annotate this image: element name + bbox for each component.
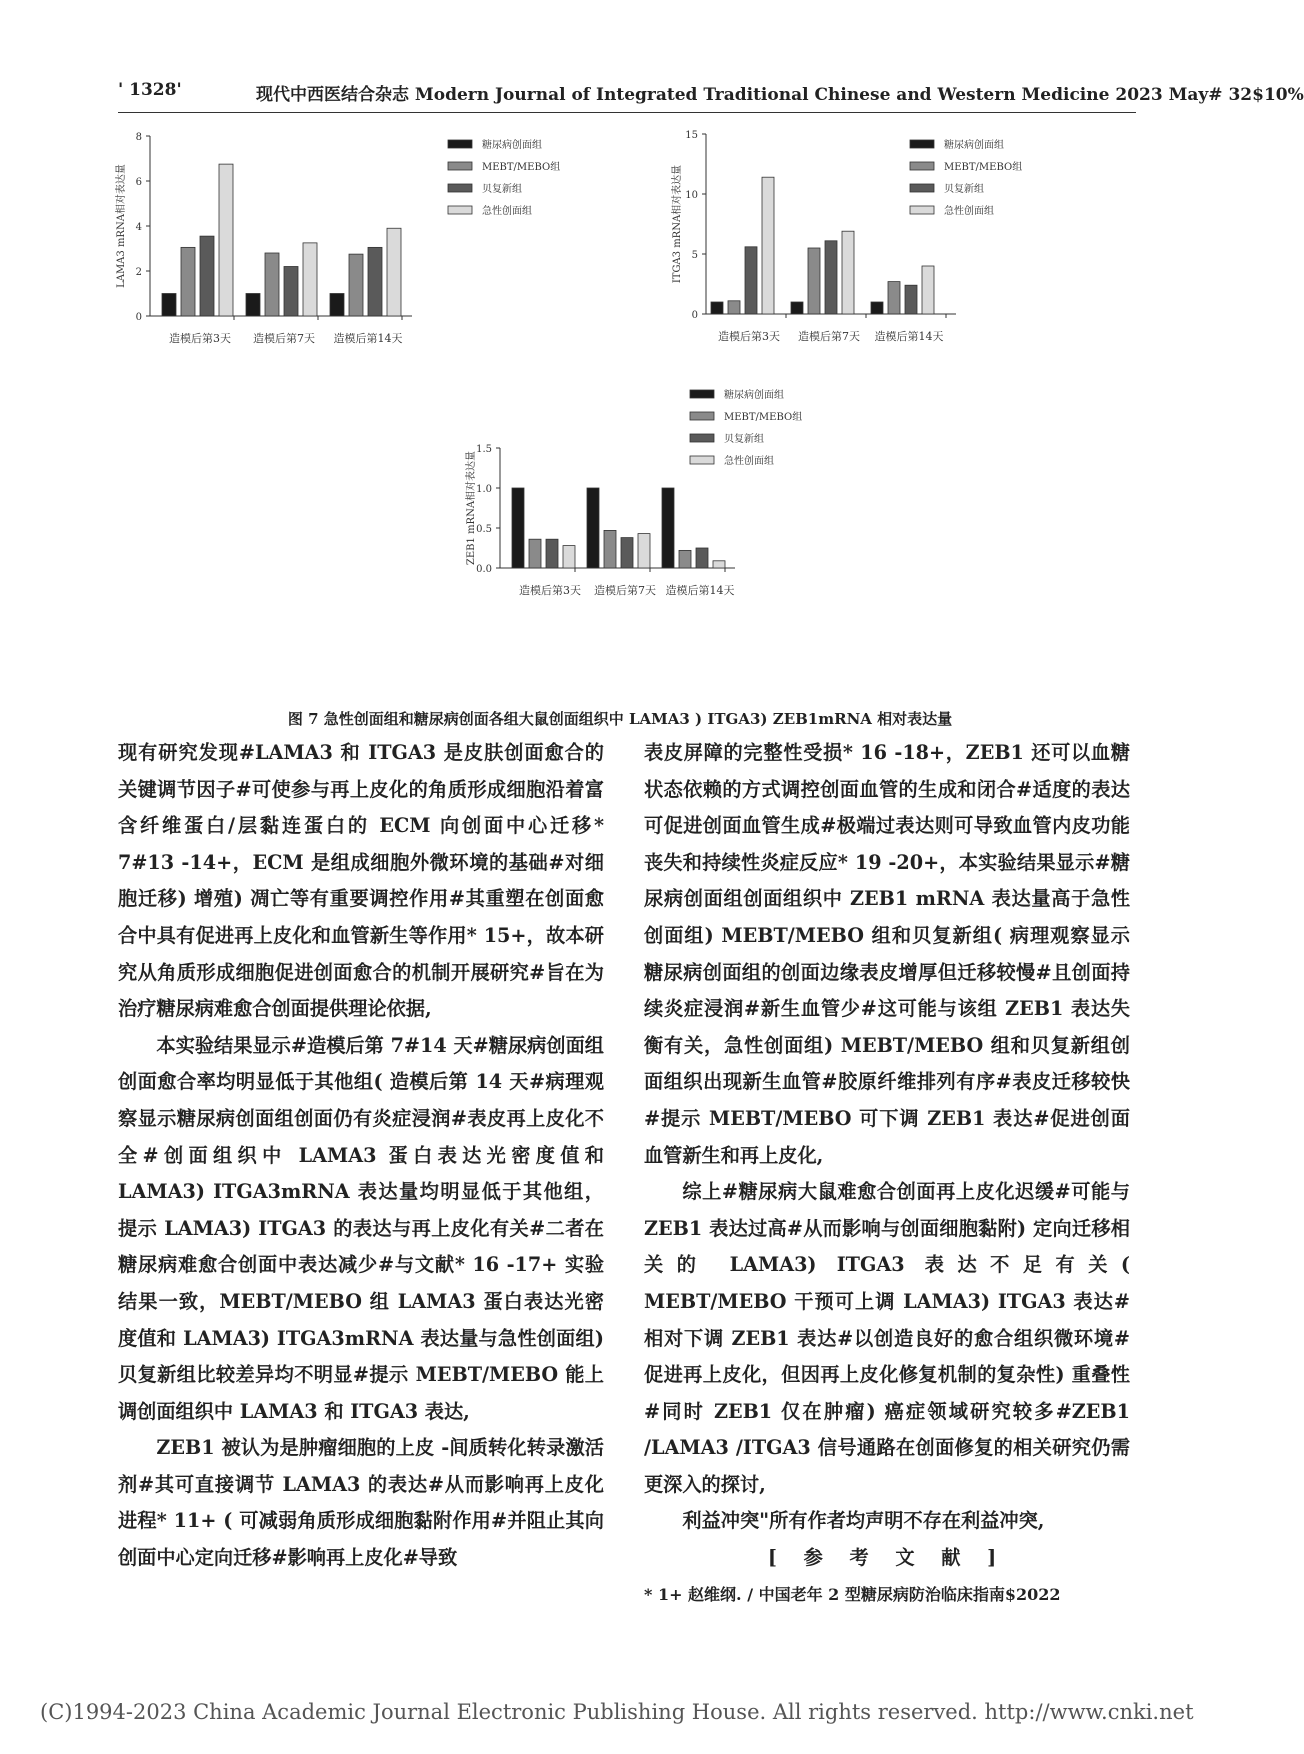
y-tick-label: 15: [685, 130, 698, 141]
legend-label: 贝复新组: [482, 184, 522, 195]
bar-4: [563, 546, 575, 568]
bar-4: [219, 164, 233, 316]
bar-2: [728, 301, 740, 314]
bar-3: [368, 247, 382, 316]
bar-4: [762, 177, 774, 314]
legend-label: 糖尿病创面组: [482, 140, 542, 151]
x-tick-label: 造模后第3天: [718, 330, 780, 343]
chart-lama3: [110, 128, 650, 388]
bar-2: [604, 530, 616, 568]
legend-swatch: [448, 162, 472, 170]
y-axis-label: ITGA3 mRNA相对表达量: [672, 164, 683, 284]
legend-swatch: [690, 456, 714, 464]
figure-caption: 图 7 急性创面组和糖尿病创面各组大鼠创面组织中 LAMA3 ) ITGA3) ZEB1mRNA 相对表达量: [287, 710, 953, 728]
chart-itga3: [648, 128, 1140, 396]
x-tick-label: 造模后第3天: [519, 584, 581, 597]
legend-swatch: [690, 434, 714, 442]
x-tick-label: 造模后第14天: [333, 332, 403, 345]
chart-zeb1-svg: [384, 390, 904, 678]
chart-plot: [464, 388, 802, 597]
bar-1: [711, 302, 723, 314]
bar-3: [825, 241, 837, 314]
journal-title: 现代中西医结合杂志 Modern Journal of Integrated Traditional Chinese and Western Medicine 2023 May# 32$10%: [256, 85, 1304, 105]
y-tick-label: 4: [135, 222, 142, 233]
legend-swatch: [690, 390, 714, 398]
bar-3: [200, 236, 214, 316]
bar-4: [638, 534, 650, 568]
legend-label: 急性创面组: [482, 206, 532, 217]
bar-3: [905, 285, 917, 314]
left-column: [118, 735, 604, 1577]
bar-1: [162, 294, 176, 317]
legend-label: 急性创面组: [944, 206, 994, 217]
y-tick-label: 0.5: [476, 524, 492, 535]
chart-plot: [114, 132, 560, 345]
y-axis-label: LAMA3 mRNA相对表达量: [116, 164, 127, 288]
paragraph: 现有研究发现#LAMA3 和 ITGA3 是皮肤创面愈合的关键调节因子#可使参与再上皮化的角质形成细胞沿着富含纤维蛋白/层黏连蛋白的 ECM 向创面中心迁移* 7#13 -14+，ECM 是组成细胞外微环境的基础#对细胞迁移) 增殖) 凋亡等有重要调控作用#其重塑在创面愈合中具有促进再上皮化和血管新生等作用* 15+，故本研究从角质形成细胞促进创面愈合的机制开展研究#旨在为治疗糖尿病难愈合创面提供理论依据,: [118, 741, 604, 1021]
legend-label: MEBT/MEBO组: [944, 162, 1023, 173]
x-tick-label: 造模后第7天: [798, 330, 860, 343]
references-heading: [ 参 考 文 献 ]: [767, 1546, 1007, 1570]
y-tick-label: 6: [135, 177, 142, 188]
y-tick-label: 0.0: [476, 564, 492, 575]
bar-4: [387, 228, 401, 316]
bar-1: [791, 302, 803, 314]
x-tick-label: 造模后第14天: [665, 584, 735, 597]
bar-1: [662, 488, 674, 568]
conflict-of-interest: 利益冲突"所有作者均声明不存在利益冲突,: [682, 1509, 1045, 1533]
right-column: [644, 735, 1130, 1613]
legend-label: MEBT/MEBO组: [482, 162, 561, 173]
bar-3: [745, 247, 757, 314]
x-tick-label: 造模后第14天: [874, 330, 944, 343]
page-number: ' 1328': [118, 80, 182, 100]
y-tick-label: 0: [691, 310, 698, 321]
legend-label: 贝复新组: [944, 184, 984, 195]
legend-swatch: [910, 162, 934, 170]
paragraph: 综上#糖尿病大鼠难愈合创面再上皮化迟缓#可能与 ZEB1 表达过高#从而影响与创面细胞黏附) 定向迁移相关的 LAMA3) ITGA3 表达不足有关( MEBT/MEBO 干预可上调 LAMA3) ITGA3 表达#相对下调 ZEB1 表达#以创造良好的愈合组织微环境#促进再上皮化，但因再上皮化修复机制的复杂性) 重叠性#同时 ZEB1 仅在肿瘤) 癌症领域研究较多#ZEB1 /LAMA3 /ITGA3 信号通路在创面修复的相关研究仍需更深入的探讨,: [644, 1180, 1130, 1496]
bar-2: [888, 282, 900, 314]
bar-2: [349, 254, 363, 316]
chart-lama3-svg: [110, 128, 650, 388]
chart-zeb1: [384, 390, 904, 678]
y-tick-label: 2: [135, 267, 142, 278]
bar-1: [246, 294, 260, 317]
header-rule: [118, 112, 1136, 113]
bar-4: [922, 266, 934, 314]
bar-4: [713, 561, 725, 568]
legend-swatch: [448, 206, 472, 214]
y-axis-label: ZEB1 mRNA相对表达量: [466, 450, 477, 566]
legend-label: 糖尿病创面组: [724, 390, 784, 401]
legend-label: 糖尿病创面组: [944, 140, 1004, 151]
y-tick-label: 1.5: [476, 444, 492, 455]
y-tick-label: 10: [685, 190, 698, 201]
chart-itga3-svg: [648, 128, 1140, 396]
y-tick-label: 1.0: [476, 484, 492, 495]
bar-4: [303, 243, 317, 316]
y-tick-label: 8: [135, 132, 142, 143]
bar-1: [871, 302, 883, 314]
paragraph: ZEB1 被认为是肿瘤细胞的上皮 -间质转化转录激活剂#其可直接调节 LAMA3 的表达#从而影响再上皮化进程* 11+ ( 可减弱角质形成细胞黏附作用#并阻止其向创面中心定向迁移#影响再上皮化#导致: [118, 1436, 604, 1570]
legend-label: 贝复新组: [724, 434, 764, 445]
legend-swatch: [910, 206, 934, 214]
reference-item: * 1+ 赵维纲. / 中国老年 2 型糖尿病防治临床指南$2022: [644, 1584, 1061, 1604]
legend-label: 急性创面组: [724, 456, 774, 467]
paragraph: 表皮屏障的完整性受损* 16 -18+，ZEB1 还可以血糖状态依赖的方式调控创面血管的生成和闭合#适度的表达可促进创面血管生成#极端过表达则可导致血管内皮功能丧失和持续性炎症反应* 19 -20+，本实验结果显示#糖尿病创面组创面组织中 ZEB1 mRNA 表达量高于急性创面组) MEBT/MEBO 组和贝复新组( 病理观察显示糖尿病创面组的创面边缘表皮增厚但迁移较慢#且创面持续炎症浸润#新生血管少#这可能与该组 ZEB1 表达失衡有关，急性创面组) MEBT/MEBO 组和贝复新组创面组织出现新生血管#胶原纤维排列有序#表皮迁移较快#提示 MEBT/MEBO 可下调 ZEB1 表达#促进创面血管新生和再上皮化,: [644, 741, 1130, 1167]
bar-2: [679, 550, 691, 568]
bar-1: [587, 488, 599, 568]
running-header: [118, 80, 1304, 110]
x-tick-label: 造模后第7天: [594, 584, 656, 597]
legend-swatch: [690, 412, 714, 420]
bar-3: [621, 538, 633, 568]
bar-2: [265, 253, 279, 316]
x-tick-label: 造模后第7天: [253, 332, 315, 345]
bar-1: [512, 488, 524, 568]
bar-1: [330, 294, 344, 317]
y-tick-label: 5: [691, 250, 698, 261]
y-tick-label: 0: [135, 312, 142, 323]
chart-plot: [670, 130, 1022, 343]
legend-label: MEBT/MEBO组: [724, 412, 803, 423]
paragraph: 本实验结果显示#造模后第 7#14 天#糖尿病创面组创面愈合率均明显低于其他组( 造模后第 14 天#病理观察显示糖尿病创面组创面仍有炎症浸润#表皮再上皮化不全#创面组织中 LAMA3 蛋白表达光密度值和 LAMA3) ITGA3mRNA 表达量均明显低于其他组，提示 LAMA3) ITGA3 的表达与再上皮化有关#二者在糖尿病难愈合创面中表达减少#与文献* 16 -17+ 实验结果一致，MEBT/MEBO 组 LAMA3 蛋白表达光密度值和 LAMA3) ITGA3mRNA 表达量与急性创面组) 贝复新组比较差异均不明显#提示 MEBT/MEBO 能上调创面组织中 LAMA3 和 ITGA3 表达,: [118, 1033, 604, 1423]
x-tick-label: 造模后第3天: [169, 332, 231, 345]
copyright-footer: (C)1994-2023 China Academic Journal Electronic Publishing House. All rights reserved. http://www.cnki.net: [40, 1700, 1194, 1724]
bar-2: [529, 539, 541, 568]
bar-3: [546, 539, 558, 568]
bar-3: [696, 548, 708, 568]
bar-4: [842, 231, 854, 314]
legend-swatch: [448, 184, 472, 192]
bar-2: [808, 248, 820, 314]
legend-swatch: [910, 184, 934, 192]
legend-swatch: [448, 140, 472, 148]
legend-swatch: [910, 140, 934, 148]
bar-3: [284, 267, 298, 317]
bar-2: [181, 247, 195, 316]
